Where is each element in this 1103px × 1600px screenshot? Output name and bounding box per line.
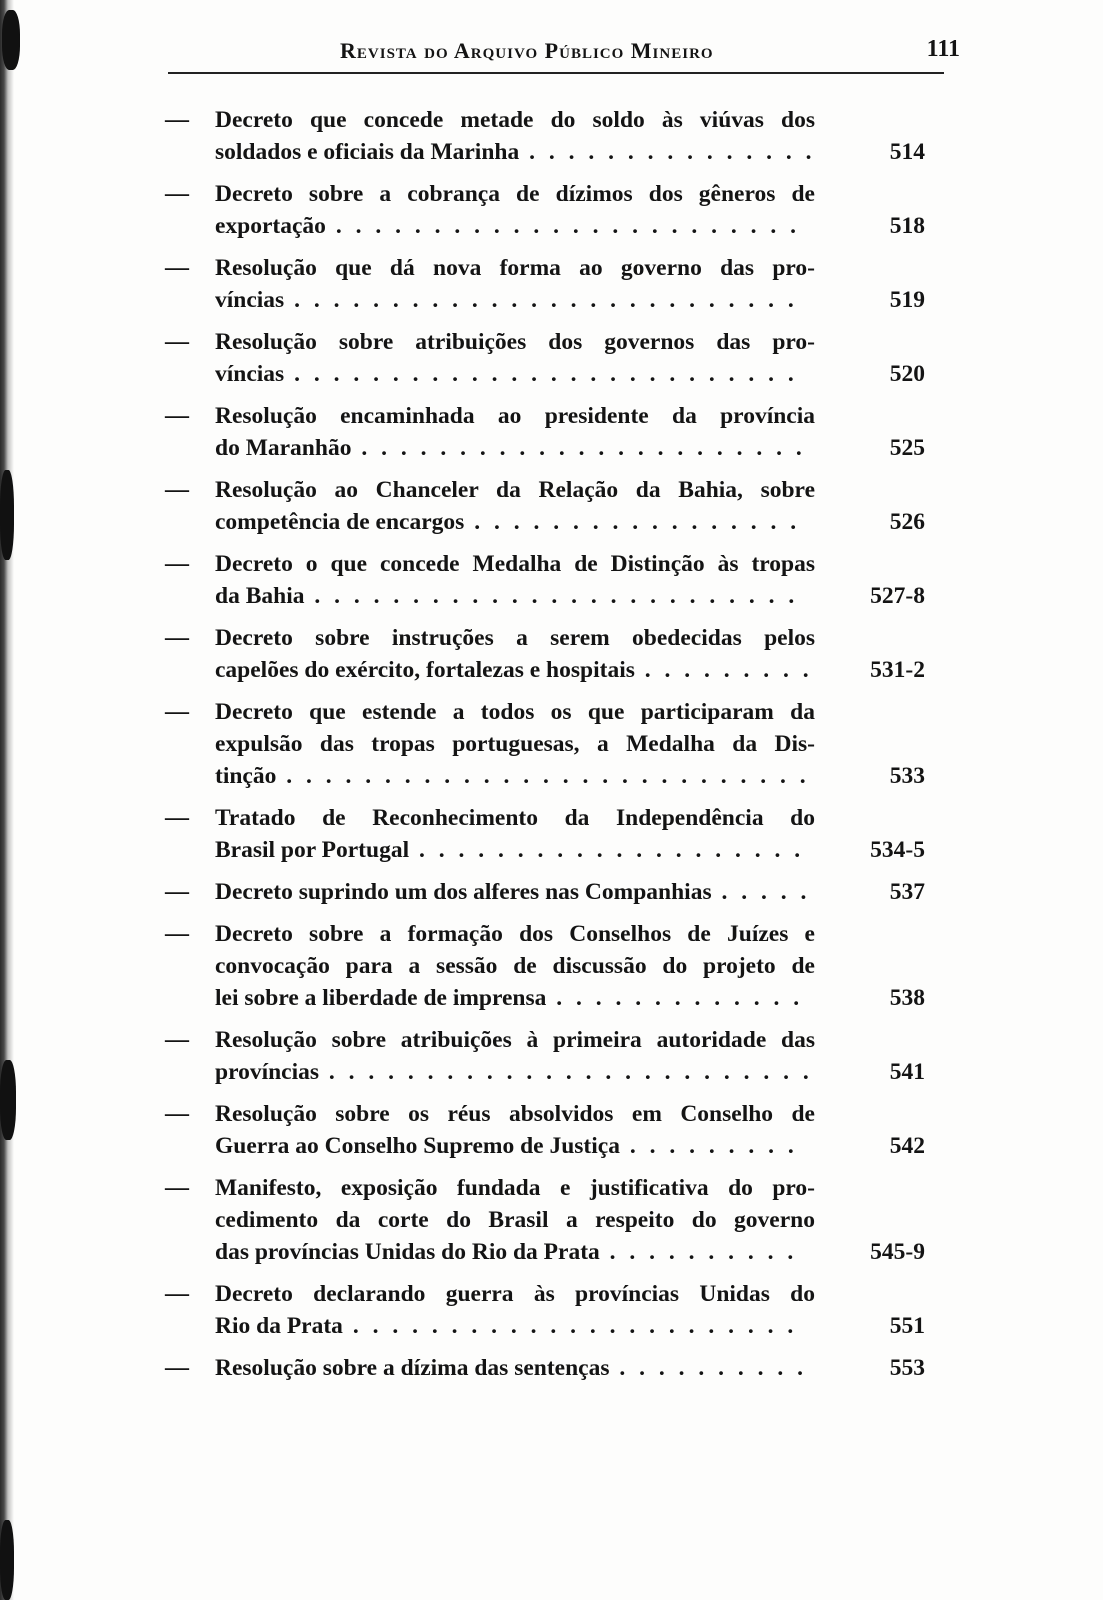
- entry-text: [215, 802, 815, 866]
- entry-line: [215, 284, 815, 316]
- entry-line: [215, 210, 815, 242]
- leader-dots: . . . . . . . . . . . . . . . . .: [464, 509, 801, 535]
- contents-entry: [165, 400, 925, 464]
- contents-entry: [165, 802, 925, 866]
- contents-entry: [165, 178, 925, 242]
- leader-dots: . . . . .: [711, 879, 811, 905]
- entry-line-text: lei sobre a liberdade de imprensa: [215, 985, 547, 1011]
- entry-line-text: Decreto sobre instruções a serem obedecidas pelos: [215, 625, 815, 651]
- entry-dash: —: [165, 1281, 189, 1307]
- entry-text: [215, 918, 815, 1014]
- entry-line-text: Rio da Prata: [215, 1313, 343, 1339]
- entry-line-text: províncias: [215, 1059, 320, 1085]
- entry-text: [215, 622, 815, 686]
- entry-line: [215, 622, 815, 654]
- scan-edge-artifact: [0, 0, 14, 1600]
- entry-text: [215, 1172, 815, 1268]
- running-header: [340, 38, 960, 68]
- entry-text: [215, 696, 815, 792]
- entry-line: [215, 654, 815, 686]
- leader-dots: . . . . . . . . .: [634, 657, 813, 683]
- entry-line-text: soldados e oficiais da Marinha: [215, 139, 520, 165]
- entry-page-number: 518: [889, 213, 925, 239]
- entry-line: [215, 728, 815, 760]
- entry-line-text: do Maranhão: [215, 435, 352, 461]
- entry-line-text: Resolução sobre atribuições à primeira autoridade das: [215, 1027, 815, 1053]
- contents-entry: [165, 696, 925, 792]
- entry-line-text: Decreto sobre a cobrança de dízimos dos gêneros de: [215, 181, 815, 207]
- contents-entry: [165, 918, 925, 1014]
- entry-page-number: 525: [889, 435, 925, 461]
- leader-dots: . . . . . . . . . . . . . . . . . . . . . . . . .: [304, 583, 799, 609]
- entry-dash: —: [165, 1355, 189, 1381]
- entry-line-text: cedimento da corte do Brasil a respeito do governo: [215, 1207, 815, 1233]
- contents-entry: [165, 876, 925, 908]
- entry-page-number: 519: [889, 287, 925, 313]
- leader-dots: . . . . . . . . . .: [599, 1239, 798, 1265]
- entry-line: [215, 834, 815, 866]
- entry-text: [215, 1098, 815, 1162]
- entry-line: [215, 982, 815, 1014]
- leader-dots: . . . . . . . . . . . . . . .: [519, 139, 815, 165]
- entry-page-number: 542: [889, 1133, 925, 1159]
- journal-title: Revista do Arquivo Público Mineiro: [340, 38, 714, 63]
- entry-line: [215, 802, 815, 834]
- entry-dash: —: [165, 625, 189, 651]
- entry-line-text: Resolução que dá nova forma ao governo das pro-: [215, 255, 815, 281]
- entry-line-text: capelões do exército, fortalezas e hospitais: [215, 657, 635, 683]
- entry-line-text: Brasil por Portugal: [215, 837, 410, 863]
- entry-line: [215, 506, 815, 538]
- entry-dash: —: [165, 329, 189, 355]
- entry-line: [215, 1236, 815, 1268]
- entry-dash: —: [165, 255, 189, 281]
- entry-line: [215, 580, 815, 612]
- entry-line-text: Resolução ao Chanceler da Relação da Bahia, sobre: [215, 477, 815, 503]
- entry-page-number: 526: [889, 509, 925, 535]
- contents-entry: [165, 622, 925, 686]
- contents-entry: [165, 474, 925, 538]
- entry-line: [215, 252, 815, 284]
- entry-line: [215, 400, 815, 432]
- entry-line: [215, 178, 815, 210]
- entry-text: [215, 548, 815, 612]
- entry-line-text: Decreto suprindo um dos alferes nas Companhias: [215, 879, 712, 905]
- entry-line: [215, 1278, 815, 1310]
- entry-line: [215, 432, 815, 464]
- entry-dash: —: [165, 551, 189, 577]
- entry-text: [215, 1024, 815, 1088]
- entry-dash: —: [165, 1027, 189, 1053]
- entry-line-text: Decreto o que concede Medalha de Distinção às tropas: [215, 551, 815, 577]
- entry-text: [215, 252, 815, 316]
- entry-line-text: Decreto sobre a formação dos Conselhos de Juízes e: [215, 921, 815, 947]
- leader-dots: . . . . . . . . . . . . . . . . . . . . . . . .: [325, 213, 800, 239]
- leader-dots: . . . . . . . . . . . . .: [546, 985, 804, 1011]
- entry-page-number: 538: [889, 985, 925, 1011]
- entry-line-text: Resolução sobre a dízima das sentenças: [215, 1355, 610, 1381]
- leader-dots: . . . . . . . . . . . . . . . . . . . . . . . . . .: [284, 361, 798, 387]
- entry-page-number: 551: [889, 1313, 925, 1339]
- entry-line-text: Guerra ao Conselho Supremo de Justiça: [215, 1133, 620, 1159]
- entry-dash: —: [165, 879, 189, 905]
- entry-dash: —: [165, 403, 189, 429]
- leader-dots: . . . . . . . . . . . . . . . . . . . . . . .: [351, 435, 806, 461]
- entry-text: [215, 178, 815, 242]
- entry-text: [215, 104, 815, 168]
- leader-dots: . . . . . . . . . . . . . . . . . . . .: [409, 837, 805, 863]
- leader-dots: . . . . . . . . .: [619, 1133, 798, 1159]
- contents-entry: [165, 548, 925, 612]
- entry-text: [215, 326, 815, 390]
- scan-blot: [0, 470, 14, 560]
- entry-line-text: Decreto que concede metade do soldo às viúvas dos: [215, 107, 815, 133]
- entry-line: [215, 1172, 815, 1204]
- entry-line-text: convocação para a sessão de discussão do projeto de: [215, 953, 815, 979]
- entry-page-number: 537: [889, 879, 925, 905]
- header-rule: [168, 72, 944, 74]
- leader-dots: . . . . . . . . . .: [609, 1355, 807, 1381]
- entry-dash: —: [165, 699, 189, 725]
- contents-entry: [165, 1172, 925, 1268]
- entry-text: [215, 400, 815, 464]
- entry-line: [215, 950, 815, 982]
- entry-line: [215, 918, 815, 950]
- entry-dash: —: [165, 477, 189, 503]
- entry-page-number: 545-9: [870, 1239, 925, 1265]
- entry-line: [215, 136, 815, 168]
- leader-dots: . . . . . . . . . . . . . . . . . . . . . . .: [342, 1313, 798, 1339]
- leader-dots: . . . . . . . . . . . . . . . . . . . . . . . . . . .: [276, 763, 810, 789]
- entry-line-text: víncias: [215, 287, 285, 313]
- entry-line: [215, 876, 815, 908]
- entry-line-text: tinção: [215, 763, 277, 789]
- entry-text: [215, 474, 815, 538]
- entry-line: [215, 358, 815, 390]
- entry-page-number: 553: [889, 1355, 925, 1381]
- entry-text: [215, 1278, 815, 1342]
- entry-line: [215, 1310, 815, 1342]
- entry-line: [215, 1056, 815, 1088]
- entry-line: [215, 1024, 815, 1056]
- entry-dash: —: [165, 921, 189, 947]
- entry-page-number: 520: [889, 361, 925, 387]
- entry-line: [215, 696, 815, 728]
- entry-line-text: Resolução encaminhada ao presidente da província: [215, 403, 815, 429]
- scan-blot: [0, 1520, 14, 1600]
- entry-dash: —: [165, 107, 189, 133]
- scan-blot: [0, 1060, 16, 1140]
- entry-dash: —: [165, 1101, 189, 1127]
- entry-dash: —: [165, 181, 189, 207]
- entry-line-text: Resolução sobre os réus absolvidos em Conselho de: [215, 1101, 815, 1127]
- entry-line-text: Decreto que estende a todos os que participaram da: [215, 699, 815, 725]
- entry-line: [215, 1098, 815, 1130]
- entry-line: [215, 548, 815, 580]
- entry-line: [215, 104, 815, 136]
- entry-page-number: 541: [889, 1059, 925, 1085]
- entry-line: [215, 474, 815, 506]
- entry-text: [215, 1352, 815, 1384]
- contents-entry: [165, 326, 925, 390]
- entry-line: [215, 1352, 815, 1384]
- entry-line-text: expulsão das tropas portuguesas, a Medalha da Dis-: [215, 731, 815, 757]
- contents-entry: [165, 252, 925, 316]
- entry-dash: —: [165, 805, 189, 831]
- contents-entry: [165, 1024, 925, 1088]
- entry-line-text: competência de encargos: [215, 509, 465, 535]
- entry-page-number: 534-5: [870, 837, 925, 863]
- entry-line-text: das províncias Unidas do Rio da Prata: [215, 1239, 600, 1265]
- entry-line: [215, 326, 815, 358]
- entry-page-number: 527-8: [870, 583, 925, 609]
- contents-entry: [165, 1278, 925, 1342]
- entry-line-text: víncias: [215, 361, 285, 387]
- leader-dots: . . . . . . . . . . . . . . . . . . . . . . . . . .: [284, 287, 798, 313]
- entry-line-text: exportação: [215, 213, 326, 239]
- contents-entry: [165, 1352, 925, 1384]
- scan-blot: [2, 10, 20, 70]
- contents-list: [165, 104, 925, 1394]
- entry-line: [215, 760, 815, 792]
- entry-line-text: Resolução sobre atribuições dos governos das pro-: [215, 329, 815, 355]
- page-number: 111: [926, 36, 960, 62]
- entry-text: [215, 876, 815, 908]
- entry-line-text: da Bahia: [215, 583, 305, 609]
- entry-dash: —: [165, 1175, 189, 1201]
- contents-entry: [165, 1098, 925, 1162]
- leader-dots: . . . . . . . . . . . . . . . . . . . . . . . . .: [319, 1059, 813, 1085]
- contents-entry: [165, 104, 925, 168]
- entry-page-number: 533: [889, 763, 925, 789]
- entry-line: [215, 1130, 815, 1162]
- entry-line-text: Tratado de Reconhecimento da Independência do: [215, 805, 815, 831]
- entry-page-number: 514: [889, 139, 925, 165]
- entry-page-number: 531-2: [870, 657, 925, 683]
- entry-line-text: Decreto declarando guerra às províncias Unidas do: [215, 1281, 815, 1307]
- entry-line: [215, 1204, 815, 1236]
- entry-line-text: Manifesto, exposição fundada e justificativa do pro-: [215, 1175, 815, 1201]
